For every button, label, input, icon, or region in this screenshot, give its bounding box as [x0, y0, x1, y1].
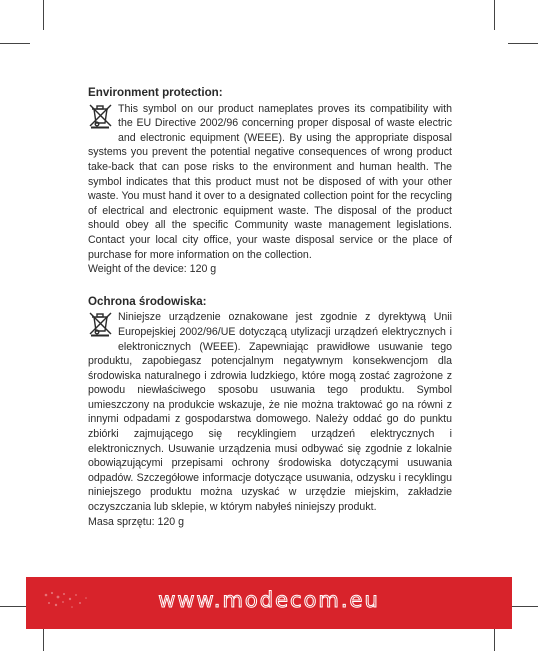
- crop-mark-top-left-vertical: [43, 0, 44, 30]
- section-text-english: This symbol on our product nameplates proves its compatibility with the EU Directive 2002/96 concerning proper disposal of waste electric and electronic equipment (WEEE). By using the appropriate disposal systems you prevent the potential negative consequences of wrong product take-back that can pose risks to the environment and human health. The symbol indicates that this product must not be disposed of with your other waste. You must hand it over to a designated collection point for the recycling of electrical and electronic equipment waste. The disposal of the product should obey all the specific Community waste management legislations. Contact your local city office, your waste disposal service or the place of purchase for more information on the collection.: [88, 102, 452, 261]
- footer-banner: [26, 577, 512, 629]
- device-weight-polish: Masa sprzętu: 120 g: [88, 515, 184, 528]
- crossed-out-wheelie-bin-icon: [88, 311, 116, 351]
- crossed-out-wheelie-bin-icon: [88, 103, 116, 143]
- section-text-polish: Niniejsze urządzenie oznakowane jest zgodnie z dyrektywą Unii Europejskiej 2002/96/UE dotyczącą utylizacji urządzeń elektrycznych i elektronicznych (WEEE). Zapewniając prawidłowe usuwanie tego produktu, zapobiegasz potencjalnym negatywnym konsekwencjom dla środowiska naturalnego i zdrowia ludzkiego, które mogą zostać zagrożone z powodu niewłaściwego sposobu usuwania tego produktu. Symbol umieszczony na produkcie wskazuje, że nie można traktować go na równi z innymi odpadami z gospodarstwa domowego. Należy oddać go do punktu zbiórki zajmującego się recyklingiem urządzeń elektrycznych i elektronicznych. Usuwanie urządzenia musi odbywać się zgodnie z lokalnie obowiązującymi przepisami ochrony środowiska dotyczącymi usuwania odpadów. Szczegółowe informacje dotyczące usuwania, odzysku i recyklingu niniejszego produktu można uzyskać w urzędzie miejskim, zakładzie oczyszczania lub sklepie, w którym nabyłeś niniejszy produkt.: [88, 311, 452, 514]
- section-english: [88, 86, 452, 277]
- crop-mark-bottom-right-horizontal: [508, 606, 538, 607]
- crop-mark-top-left-horizontal: [0, 43, 30, 44]
- crop-mark-top-right-vertical: [494, 0, 495, 30]
- section-polish: [88, 295, 452, 530]
- document-body: [88, 86, 452, 547]
- device-weight-english: Weight of the device: 120 g: [88, 263, 217, 276]
- crop-mark-top-right-horizontal: [508, 43, 538, 44]
- section-title-polish: Ochrona środowiska:: [88, 294, 207, 308]
- section-title-english: Environment protection:: [88, 86, 223, 99]
- website-url: www.modecom.eu: [158, 588, 380, 612]
